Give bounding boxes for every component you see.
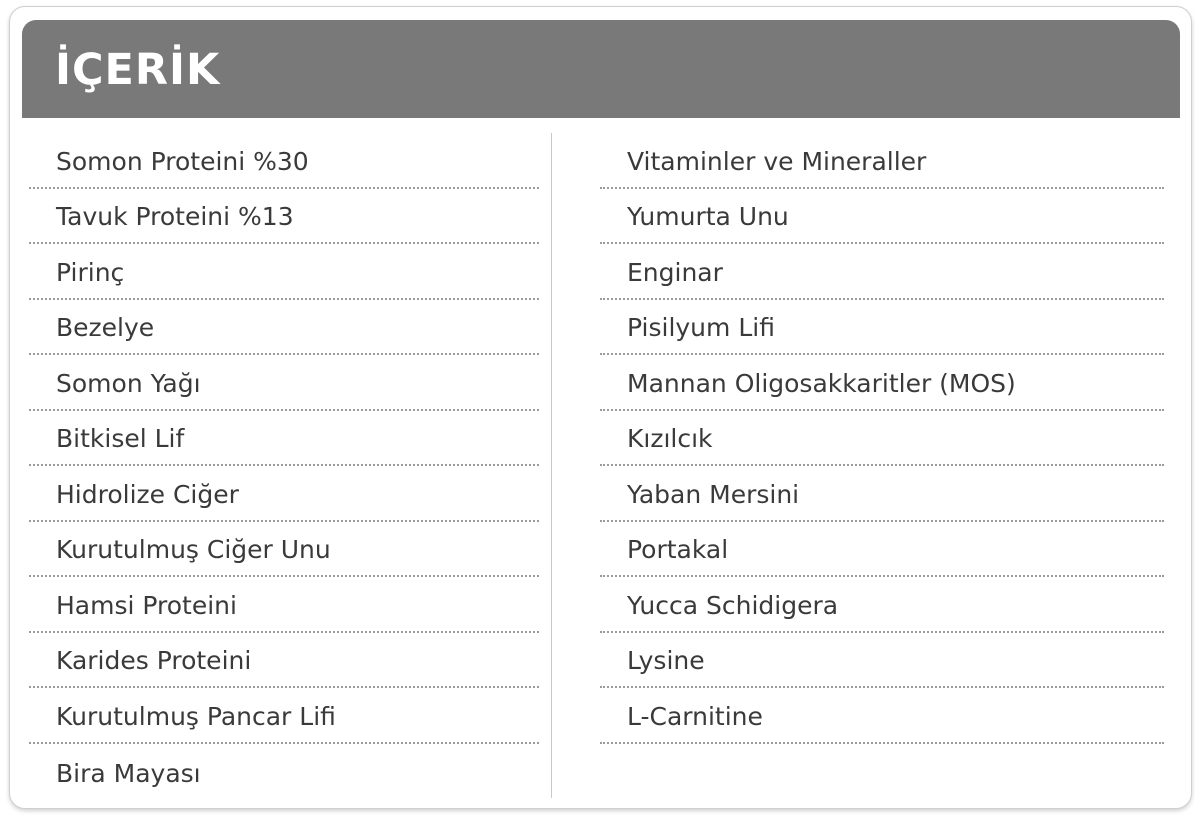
list-item — [29, 300, 539, 356]
page-title: İÇERİK — [55, 45, 221, 95]
ingredient-label: Yucca Schidigera — [627, 590, 839, 620]
ingredient-label: Hidrolize Ciğer — [56, 479, 239, 509]
ingredient-label: Vitaminler ve Mineraller — [627, 146, 927, 176]
list-item — [29, 688, 539, 744]
ingredient-label: Kurutulmuş Ciğer Unu — [56, 535, 331, 564]
ingredient-label: Somon Yağı — [56, 368, 201, 398]
ingredient-label: Karides Proteini — [56, 646, 252, 675]
list-item — [29, 244, 539, 300]
ingredient-label: Kızılcık — [627, 424, 713, 453]
ingredient-label: Somon Proteini %30 — [56, 146, 309, 176]
list-item — [600, 577, 1164, 633]
ingredient-label: Yaban Mersini — [627, 479, 800, 509]
ingredient-label: Enginar — [627, 257, 723, 287]
list-item — [600, 522, 1164, 578]
list-item — [600, 633, 1164, 689]
list-item — [600, 133, 1164, 189]
ingredient-label: Pirinç — [56, 257, 125, 287]
ingredients-header — [22, 20, 1180, 118]
ingredient-label: Portakal — [627, 535, 729, 564]
list-item — [29, 522, 539, 578]
list-item — [29, 355, 539, 411]
ingredient-label: Lysine — [627, 646, 705, 675]
ingredient-label: Kurutulmuş Pancar Lifi — [56, 701, 336, 731]
list-item — [600, 189, 1164, 245]
list-item — [29, 189, 539, 245]
ingredients-list-left — [29, 133, 539, 799]
ingredient-label: Bira Mayası — [56, 759, 201, 788]
list-item — [29, 411, 539, 467]
list-item — [600, 411, 1164, 467]
list-item — [29, 577, 539, 633]
list-item — [29, 466, 539, 522]
list-item — [600, 244, 1164, 300]
ingredient-label: Bezelye — [56, 313, 155, 342]
ingredient-label: Pisilyum Lifi — [627, 313, 775, 342]
ingredients-list-right — [600, 133, 1164, 744]
ingredient-label: Tavuk Proteini %13 — [56, 202, 294, 231]
list-item — [600, 688, 1164, 744]
list-item — [600, 466, 1164, 522]
list-item — [600, 355, 1164, 411]
ingredient-label: Hamsi Proteini — [56, 590, 237, 620]
list-item — [600, 300, 1164, 356]
ingredient-label: Yumurta Unu — [627, 202, 789, 231]
ingredient-label: L-Carnitine — [627, 701, 763, 731]
list-item — [29, 633, 539, 689]
list-item — [29, 744, 539, 800]
ingredient-label: Bitkisel Lif — [56, 424, 185, 453]
column-divider — [551, 133, 552, 798]
ingredient-label: Mannan Oligosakkaritler (MOS) — [627, 368, 1016, 398]
list-item — [29, 133, 539, 189]
